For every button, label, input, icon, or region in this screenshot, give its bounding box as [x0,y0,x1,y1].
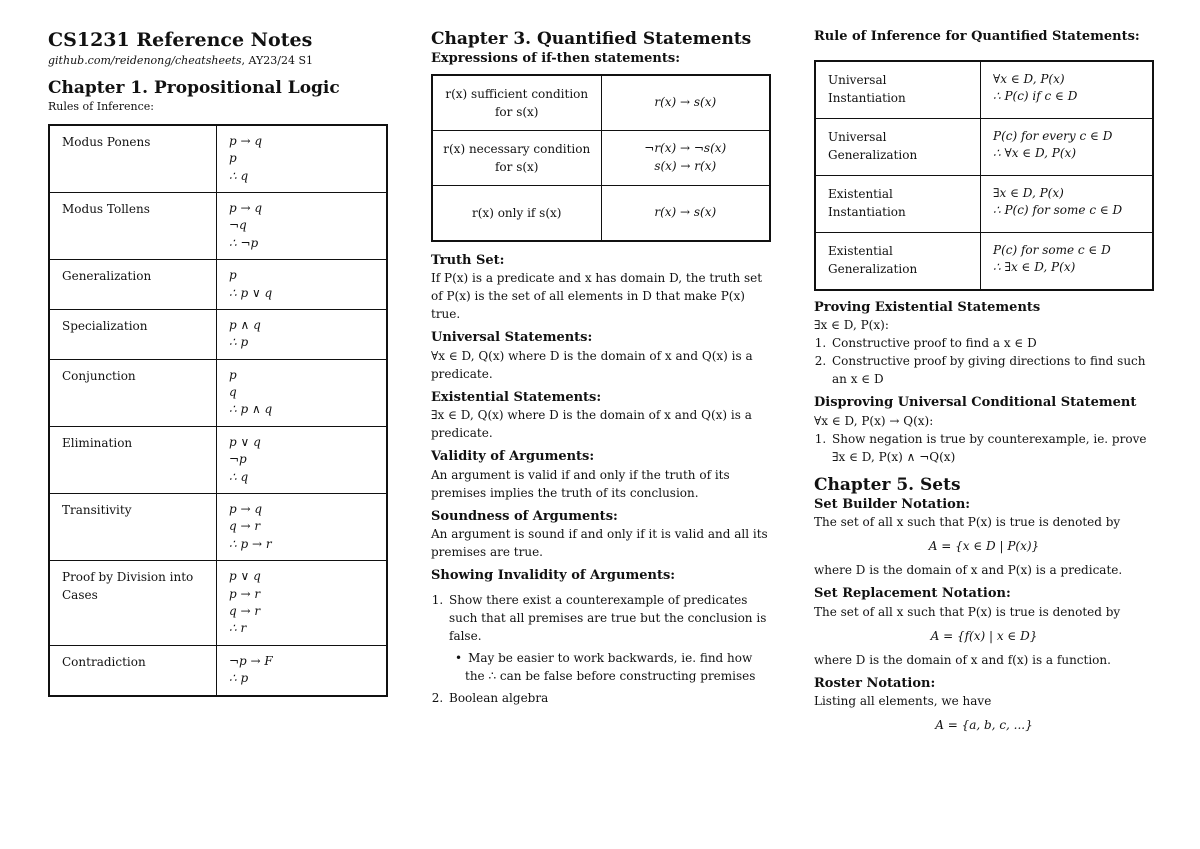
ifthen-left: r(x) necessary condition for s(x) [432,130,601,185]
list-item: 2. Constructive proof by giving directions to find such an x ∈ D [830,352,1154,388]
formula-line: ∴ q [229,469,249,484]
document-subtitle [48,53,388,70]
table-row [49,426,387,493]
formula-line: ∴ p ∨ q [229,285,273,300]
soundness-heading: Soundness of Arguments: [431,508,618,524]
rule-formula [981,61,1154,119]
formula-line: p ∧ q [229,317,261,332]
set-builder-after: where D is the domain of x and P(x) is a predicate. [814,563,1123,578]
formula-line: ∃x ∈ D, P(x) [993,185,1064,200]
formula-line: p → q [229,133,263,148]
rule-name: Specialization [49,309,217,359]
formula-line: ∴ P(c) for some c ∈ D [993,202,1123,217]
rule-name: Universal Generalization [815,118,981,175]
ifthen-heading: Expressions of if-then statements: [431,51,680,67]
ifthen-right [601,130,770,185]
validity-text: An argument is valid if and only if the truth of its premises implies the truth of its conclusion. [431,467,730,500]
chapter-1-heading: Chapter 1. Propositional Logic [48,78,340,99]
formula-line: p [229,367,237,382]
table-row [432,130,770,185]
rule-formula [981,232,1154,290]
truth-set-text: If P(x) is a predicate and x has domain D, the truth set of P(x) is the set of all elements in D that make P(x) true. [431,271,763,322]
table-row [49,645,387,695]
formula-line: q → r [229,603,261,618]
table-row [49,359,387,426]
formula-line: p → q [229,502,263,517]
proving-existential-heading: Proving Existential Statements [814,299,1041,315]
proving-existential-list [814,334,1154,388]
rule-name: Modus Ponens [49,125,217,193]
universal-statements-heading: Universal Statements: [431,330,593,346]
rule-formula [981,175,1154,232]
formula-line: ∴ p [229,335,249,350]
truth-set-heading: Truth Set: [431,252,505,268]
table-row [49,309,387,359]
ifthen-right [601,75,770,131]
formula-line: P(c) for some c ∈ D [993,242,1111,257]
table-row [432,75,770,131]
document-title: CS1231 Reference Notes [48,29,313,51]
rule-formula [217,426,388,493]
rule-name: Contradiction [49,645,217,695]
ifthen-left: r(x) sufficient condition for s(x) [432,75,601,131]
chapter-5-heading: Chapter 5. Sets [814,474,961,495]
column-3 [814,28,1154,740]
formula-line: s(x) → r(x) [654,158,717,173]
list-item: 1. Show negation is true by counterexample, ie. prove ∃x ∈ D, P(x) ∧ ¬Q(x) [830,430,1154,466]
rule-name: Existential Generalization [815,232,981,290]
table-row [49,561,387,646]
table-row [49,494,387,561]
rule-formula [217,309,388,359]
disproving-universal-list [814,430,1154,466]
table-row [49,260,387,310]
invalidity-heading: Showing Invalidity of Arguments: [431,568,676,584]
formula-line: p [229,268,237,283]
formula-line: q → r [229,519,261,534]
table-row [432,185,770,241]
ifthen-left: r(x) only if s(x) [432,185,601,241]
rule-name: Proof by Division into Cases [49,561,217,646]
table-row [815,61,1153,119]
quantified-rules-heading: Rule of Inference for Quantified Statements: [814,29,1140,44]
formula-line: ∴ ∃x ∈ D, P(x) [993,259,1076,274]
formula-line: ∴ q [229,168,249,183]
disproving-universal-heading: Disproving Universal Conditional Statement [814,395,1137,411]
rule-formula [981,118,1154,175]
formula-line: ∴ ¬p [229,235,259,250]
rule-name: Elimination [49,426,217,493]
rule-formula [217,561,388,646]
invalidity-bullet: May be easier to work backwards, ie. find how the ∴ can be false before constructing premises [465,650,756,683]
existential-statements-heading: Existential Statements: [431,389,602,405]
subtitle-term: , AY23/24 S1 [241,53,314,67]
roster-formula: A = {a, b, c, ...} [935,718,1033,733]
formula-line: ∴ p [229,671,249,686]
list-item [463,649,771,685]
formula-line: ∴ P(c) if c ∈ D [993,88,1078,103]
rule-name: Existential Instantiation [815,175,981,232]
rules-of-inference-label: Rules of Inference: [48,100,154,114]
formula-line: r(x) → s(x) [654,94,717,109]
column-1 [48,28,388,697]
formula-line: p ∨ q [229,434,261,449]
set-replacement-after: where D is the domain of x and f(x) is a function. [814,652,1111,667]
table-row [49,192,387,259]
column-2 [431,28,771,707]
invalidity-list [431,591,771,707]
set-replacement-formula: A = {f(x) | x ∈ D} [930,628,1038,643]
validity-heading: Validity of Arguments: [431,449,595,465]
formula-line: ¬q [229,218,247,233]
disproving-universal-formula: ∀x ∈ D, P(x) → Q(x): [814,413,934,428]
formula-line: p [229,151,237,166]
list-item [447,591,771,685]
formula-line: q [229,385,237,400]
rule-formula [217,359,388,426]
roster-heading: Roster Notation: [814,675,936,691]
formula-line: ∀x ∈ D, P(x) [993,71,1065,86]
formula-line: p ∨ q [229,569,261,584]
table-row [49,125,387,193]
rule-formula [217,260,388,310]
formula-line: p → q [229,200,263,215]
formula-line: ¬p [229,452,247,467]
rule-name: Modus Tollens [49,192,217,259]
invalidity-item-2: Boolean algebra [449,690,549,705]
rules-of-inference-table [48,124,388,697]
formula-line: r(x) → s(x) [654,204,717,219]
ifthen-right [601,185,770,241]
rule-formula [217,125,388,193]
formula-line: p → r [229,586,261,601]
rule-formula [217,645,388,695]
proving-existential-formula: ∃x ∈ D, P(x): [814,318,889,333]
rule-formula [217,192,388,259]
formula-line: ∴ ∀x ∈ D, P(x) [993,145,1076,160]
formula-line: ∴ r [229,621,247,636]
subtitle-link: github.com/reidenong/cheatsheets [48,53,242,67]
chapter-3-heading: Chapter 3. Quantified Statements [431,29,752,49]
list-item: 1. Constructive proof to find a x ∈ D [830,334,1154,352]
rule-name: Generalization [49,260,217,310]
soundness-text: An argument is sound if and only if it is valid and all its premises are true. [431,527,768,560]
set-builder-formula: A = {x ∈ D | P(x)} [928,539,1040,554]
formula-line: ¬r(x) → ¬s(x) [644,141,727,156]
set-replacement-text: The set of all x such that P(x) is true is denoted by [814,604,1121,619]
table-row [815,118,1153,175]
formula-line: ∴ p ∧ q [229,402,273,417]
set-replacement-heading: Set Replacement Notation: [814,586,1011,602]
set-builder-text: The set of all x such that P(x) is true is denoted by [814,515,1121,530]
list-item [447,689,771,707]
invalidity-sublist [449,649,771,685]
rule-name: Conjunction [49,359,217,426]
universal-statements-text: ∀x ∈ D, Q(x) where D is the domain of x and Q(x) is a predicate. [431,348,753,381]
rule-name: Transitivity [49,494,217,561]
ifthen-table [431,74,771,242]
formula-line: P(c) for every c ∈ D [993,128,1113,143]
set-builder-heading: Set Builder Notation: [814,496,971,512]
existential-statements-text: ∃x ∈ D, Q(x) where D is the domain of x and Q(x) is a predicate. [431,408,752,441]
table-row [815,175,1153,232]
rule-name: Universal Instantiation [815,61,981,119]
quantified-rules-table [814,60,1154,291]
rule-formula [217,494,388,561]
invalidity-item-1: Show there exist a counterexample of predicates such that all premises are true but the conclusion is false. [449,592,767,643]
formula-line: ∴ p → r [229,536,272,551]
formula-line: ¬p → F [229,653,273,668]
roster-text: Listing all elements, we have [814,694,992,709]
table-row [815,232,1153,290]
